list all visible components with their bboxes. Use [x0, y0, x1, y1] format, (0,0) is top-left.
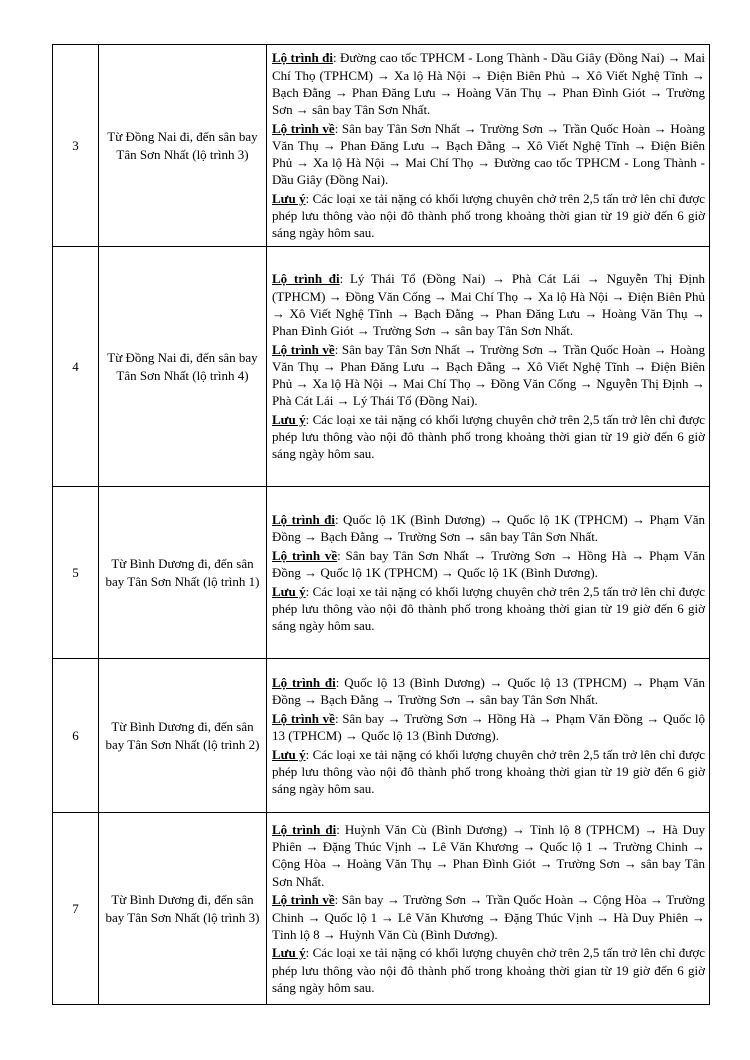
route-table — [52, 44, 710, 1005]
return-text: : Sân bay → Trường Sơn → Trần Quốc Hoàn → Cộng Hòa → Trường Chinh → Quốc lộ 1 → Lê Văn Khương → Đặng Thúc Vịnh → Hà Duy Phiên → Tỉnh lộ 8 → Huỳnh Văn Cù (Bình Dương). — [272, 892, 705, 942]
outbound-route — [272, 674, 705, 708]
outbound-route — [272, 511, 705, 545]
outbound-route — [272, 270, 705, 339]
outbound-route — [272, 821, 705, 890]
return-route — [272, 891, 705, 943]
note — [272, 944, 705, 996]
row-number: 4 — [53, 247, 99, 487]
return-text: : Sân bay Tân Sơn Nhất → Trường Sơn → Trần Quốc Hoàn → Hoàng Văn Thụ → Phan Đăng Lưu → Bạch Đằng → Xô Viết Nghệ Tĩnh → Điện Biên Phủ → Xa lộ Hà Nội → Mai Chí Thọ → Đường cao tốc TPHCM - Long Thành - Dầu Giây (Đồng Nai). — [272, 120, 705, 188]
note-label: Lưu ý — [272, 945, 306, 961]
outbound-label: Lộ trình đi — [272, 511, 336, 527]
route-detail — [267, 487, 710, 659]
note-text: : Các loại xe tải nặng có khối lượng chuyên chở trên 2,5 tấn trở lên chỉ được phép lưu thông vào nội đô thành phố trong khoảng thời gian từ 19 giờ đến 6 giờ sáng ngày hôm sau. — [272, 746, 706, 796]
outbound-label: Lộ trình đi — [272, 674, 336, 690]
outbound-text: : Lý Thái Tổ (Đồng Nai) → Phà Cát Lái → Nguyễn Thị Định (TPHCM) → Đồng Văn Cống → Mai Chí Thọ → Xa lộ Hà Nội → Điện Biên Phủ → Xô Viết Nghệ Tĩnh → Bạch Đằng → Phan Đăng Lưu → Hoàng Văn Thụ → Phan Đình Giót → Trường Sơn → sân bay Tân Sơn Nhất. — [272, 271, 705, 338]
return-route — [272, 120, 705, 189]
outbound-label: Lộ trình đi — [272, 50, 333, 66]
route-name: Từ Bình Dương đi, đến sân bay Tân Sơn Nhất (lộ trình 1) — [99, 487, 267, 659]
row-number: 7 — [53, 813, 99, 1005]
route-name: Từ Đồng Nai đi, đến sân bay Tân Sơn Nhất (lộ trình 4) — [99, 247, 267, 487]
table-row — [53, 45, 710, 247]
note — [272, 583, 705, 635]
return-label: Lộ trình về — [272, 120, 335, 136]
note — [272, 411, 705, 463]
table-row — [53, 813, 710, 1005]
return-text: : Sân bay Tân Sơn Nhất → Trường Sơn → Hồng Hà → Phạm Văn Đồng → Quốc lộ 1K (TPHCM) → Quốc lộ 1K (Bình Dương). — [272, 547, 705, 580]
return-text: : Sân bay Tân Sơn Nhất → Trường Sơn → Trần Quốc Hoàn → Hoàng Văn Thụ → Phan Đăng Lưu → Bạch Đằng → Xô Viết Nghệ Tĩnh → Điện Biên Phủ → Xa lộ Hà Nội → Mai Chí Thọ → Đồng Văn Cống → Nguyễn Thị Định → Phà Cát Lái → Lý Thái Tổ (Đồng Nai). — [272, 341, 705, 409]
note-label: Lưu ý — [272, 191, 306, 206]
note-label: Lưu ý — [272, 583, 306, 599]
note-text: : Các loại xe tải nặng có khối lượng chuyên chở trên 2,5 tấn trở lên chỉ được phép lưu thông vào nội đô thành phố trong khoảng thời gian từ 19 giờ đến 6 giờ sáng ngày hôm sau. — [272, 191, 706, 241]
note-text: : Các loại xe tải nặng có khối lượng chuyên chở trên 2,5 tấn trở lên chỉ được phép lưu thông vào nội đô thành phố trong khoảng thời gian từ 19 giờ đến 6 giờ sáng ngày hôm sau. — [272, 945, 706, 995]
outbound-text: : Đường cao tốc TPHCM - Long Thành - Dầu Giây (Đồng Nai) → Mai Chí Thọ (TPHCM) → Xa lộ Hà Nội → Điện Biên Phủ → Xô Viết Nghệ Tĩnh → Bạch Đằng → Phan Đăng Lưu → Hoàng Văn Thụ → Phan Đình Giót → Trường Sơn → sân bay Tân Sơn Nhất. — [272, 50, 705, 117]
route-detail — [267, 659, 710, 813]
note — [272, 190, 705, 242]
note-label: Lưu ý — [272, 412, 306, 427]
route-detail — [267, 247, 710, 487]
outbound-label: Lộ trình đi — [272, 271, 340, 287]
return-text: : Sân bay → Trường Sơn → Hồng Hà → Phạm Văn Đồng → Quốc lộ 13 (TPHCM) → Quốc lộ 13 (Bình Dương). — [272, 710, 705, 743]
note — [272, 746, 705, 798]
note-label: Lưu ý — [272, 746, 306, 762]
outbound-text: : Quốc lộ 1K (Bình Dương) → Quốc lộ 1K (TPHCM) → Phạm Văn Đồng → Bạch Đằng → Trường Sơn → sân bay Tân Sơn Nhất. — [272, 511, 705, 544]
return-route — [272, 710, 705, 744]
return-route — [272, 341, 705, 410]
row-number: 5 — [53, 487, 99, 659]
outbound-text: : Quốc lộ 13 (Bình Dương) → Quốc lộ 13 (TPHCM) → Phạm Văn Đồng → Bạch Đằng → Trường Sơn → sân bay Tân Sơn Nhất. — [272, 674, 705, 707]
return-route — [272, 547, 705, 581]
return-label: Lộ trình về — [272, 892, 335, 908]
return-label: Lộ trình về — [272, 710, 335, 726]
outbound-route — [272, 49, 705, 118]
table-row — [53, 659, 710, 813]
note-text: : Các loại xe tải nặng có khối lượng chuyên chở trên 2,5 tấn trở lên chỉ được phép lưu thông vào nội đô thành phố trong khoảng thời gian từ 19 giờ đến 6 giờ sáng ngày hôm sau. — [272, 583, 706, 633]
route-detail — [267, 813, 710, 1005]
outbound-text: : Huỳnh Văn Cù (Bình Dương) → Tỉnh lộ 8 (TPHCM) → Hà Duy Phiên → Đặng Thúc Vịnh → Lê Văn Khương → Quốc lộ 1 → Trường Chinh → Cộng Hòa → Hoàng Văn Thụ → Phan Đình Giót → Trường Sơn → sân bay Tân Sơn Nhất. — [272, 821, 705, 889]
table-row — [53, 487, 710, 659]
route-name: Từ Bình Dương đi, đến sân bay Tân Sơn Nhất (lộ trình 2) — [99, 659, 267, 813]
row-number: 3 — [53, 45, 99, 247]
note-text: : Các loại xe tải nặng có khối lượng chuyên chở trên 2,5 tấn trở lên chỉ được phép lưu thông vào nội đô thành phố trong khoảng thời gian từ 19 giờ đến 6 giờ sáng ngày hôm sau. — [272, 412, 706, 462]
return-label: Lộ trình về — [272, 341, 335, 357]
route-detail — [267, 45, 710, 247]
route-name: Từ Bình Dương đi, đến sân bay Tân Sơn Nhất (lộ trình 3) — [99, 813, 267, 1005]
return-label: Lộ trình về — [272, 547, 338, 563]
outbound-label: Lộ trình đi — [272, 821, 337, 837]
table-row — [53, 247, 710, 487]
route-name: Từ Đồng Nai đi, đến sân bay Tân Sơn Nhất (lộ trình 3) — [99, 45, 267, 247]
row-number: 6 — [53, 659, 99, 813]
